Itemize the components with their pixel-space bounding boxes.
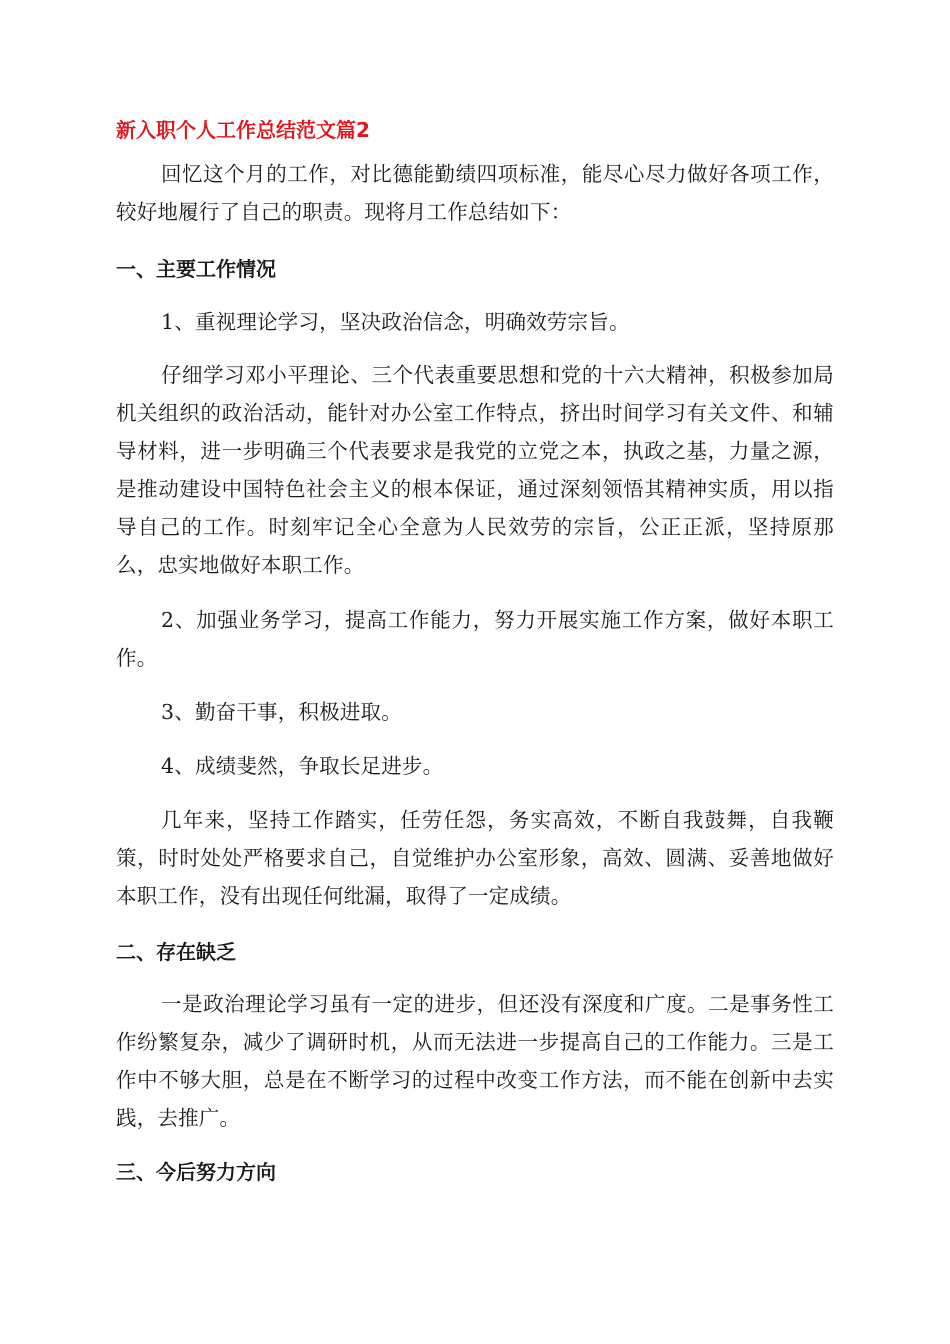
- section-heading-future-direction: 三、今后努力方向: [116, 1160, 276, 1184]
- paragraph-achievements: 几年来，坚持工作踏实，任劳任怨，务实高效，不断自我鼓舞，自我鞭策，时时处处严格要求自己，自觉维护办公室形象，高效、圆满、妥善地做好本职工作，没有出现任何纰漏，取得了一定成绩。: [116, 808, 834, 908]
- document-title: 新入职个人工作总结范文篇2: [116, 118, 370, 142]
- paragraph-shortcomings: 一是政治理论学习虽有一定的进步，但还没有深度和广度。二是事务性工作纷繁复杂，减少了调研时机，从而无法进一步提高自己的工作能力。三是工作中不够大胆，总是在不断学习的过程中改变工作方法，而不能在创新中去实践，去推广。: [116, 992, 834, 1130]
- list-item-3: 3、勤奋干事，积极进取。: [161, 700, 402, 724]
- section-heading-shortcomings: 二、存在缺乏: [116, 940, 236, 964]
- list-item-4: 4、成绩斐然，争取长足进步。: [161, 754, 444, 778]
- section-heading-main-work: 一、主要工作情况: [116, 257, 276, 281]
- intro-paragraph: 回忆这个月的工作，对比德能勤绩四项标准，能尽心尽力做好各项工作，较好地履行了自己的职责。现将月工作总结如下：: [116, 162, 834, 224]
- list-item-2: 2、加强业务学习，提高工作能力，努力开展实施工作方案，做好本职工作。: [116, 608, 834, 670]
- paragraph-theory-study: 仔细学习邓小平理论、三个代表重要思想和党的十六大精神，积极参加局机关组织的政治活动，能针对办公室工作特点，挤出时间学习有关文件、和辅导材料，进一步明确三个代表要求是我党的立党之本，执政之基，力量之源，是推动建设中国特色社会主义的根本保证，通过深刻领悟其精神实质，用以指导自己的工作。时刻牢记全心全意为人民效劳的宗旨，公正正派，坚持原那么，忠实地做好本职工作。: [116, 363, 834, 577]
- list-item-1: 1、重视理论学习，坚决政治信念，明确效劳宗旨。: [161, 310, 630, 334]
